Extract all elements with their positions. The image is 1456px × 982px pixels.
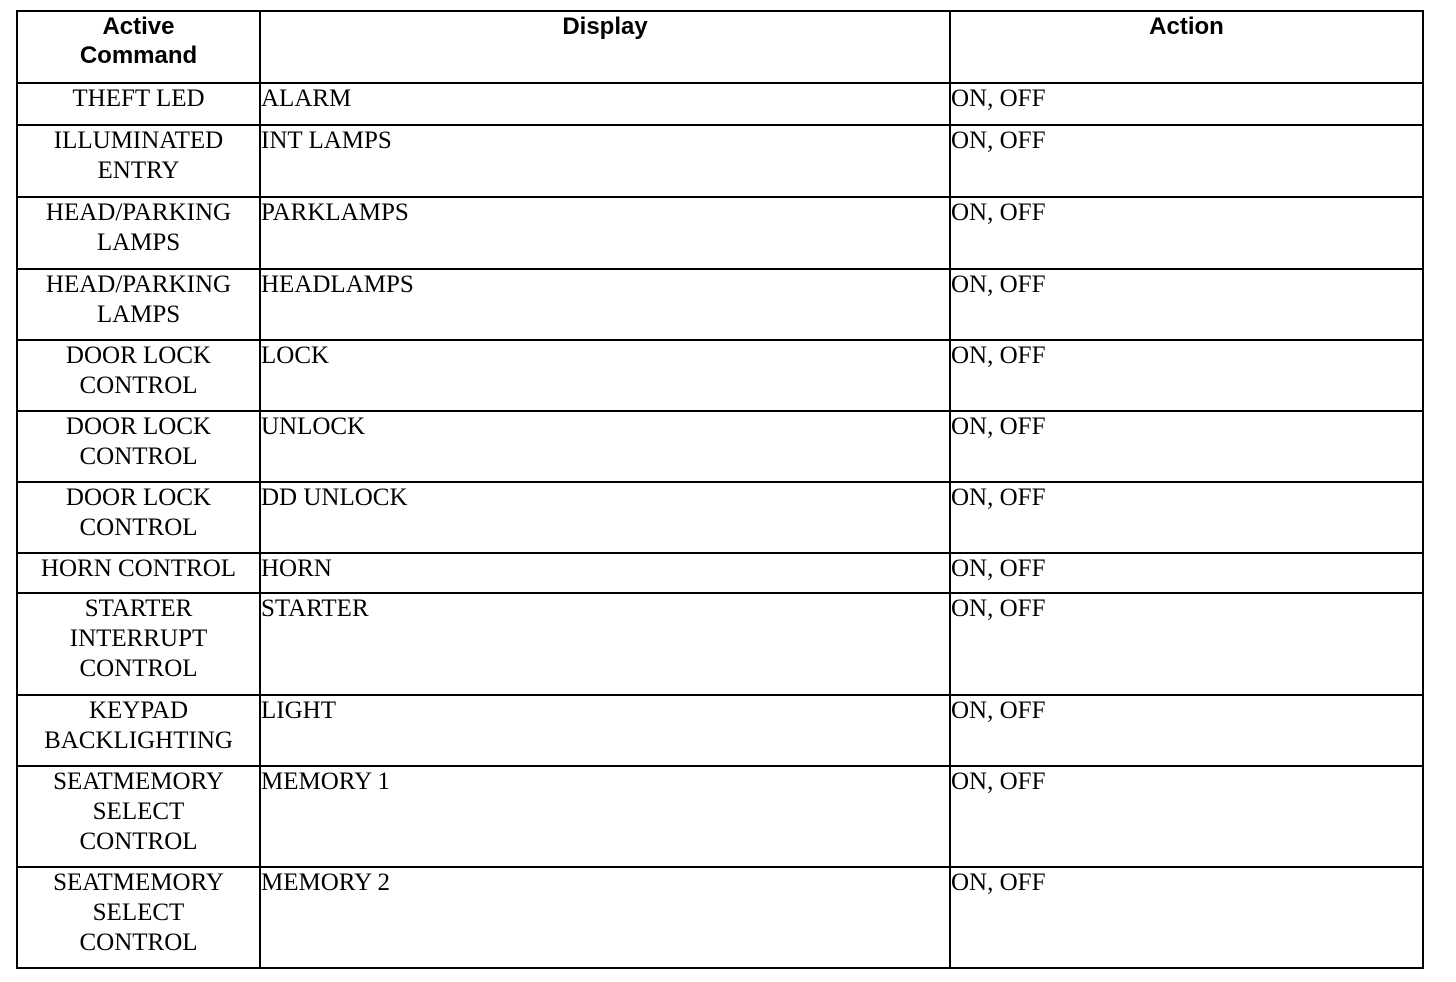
cell-action: ON, OFF — [950, 867, 1423, 968]
table-row — [17, 553, 1423, 593]
cell-display: INT LAMPS — [260, 125, 950, 197]
cell-action: ON, OFF — [950, 83, 1423, 125]
cell-action: ON, OFF — [950, 269, 1423, 340]
cell-action: ON, OFF — [950, 197, 1423, 269]
table-row — [17, 269, 1423, 340]
cell-display: DD UNLOCK — [260, 482, 950, 553]
header-active-command — [17, 11, 260, 83]
header-action: Action — [950, 11, 1423, 83]
cell-display: MEMORY 1 — [260, 766, 950, 867]
cell-display: MEMORY 2 — [260, 867, 950, 968]
cell-display: HORN — [260, 553, 950, 593]
cell-command: DOOR LOCK CONTROL — [17, 482, 260, 553]
table-row — [17, 125, 1423, 197]
cell-action: ON, OFF — [950, 340, 1423, 411]
table-header-row — [17, 11, 1423, 83]
cell-action: ON, OFF — [950, 482, 1423, 553]
cell-display: HEADLAMPS — [260, 269, 950, 340]
cell-command: DOOR LOCK CONTROL — [17, 411, 260, 482]
header-display: Display — [260, 11, 950, 83]
table-row — [17, 867, 1423, 968]
cell-action: ON, OFF — [950, 695, 1423, 766]
cell-command: HEAD/PARKING LAMPS — [17, 197, 260, 269]
cell-display: LOCK — [260, 340, 950, 411]
cell-action: ON, OFF — [950, 125, 1423, 197]
cell-command: HEAD/PARKING LAMPS — [17, 269, 260, 340]
table-row — [17, 766, 1423, 867]
cell-command: SEATMEMORY SELECT CONTROL — [17, 867, 260, 968]
cell-command: ILLUMINATED ENTRY — [17, 125, 260, 197]
cell-display: ALARM — [260, 83, 950, 125]
cell-display: STARTER — [260, 593, 950, 695]
cell-action: ON, OFF — [950, 766, 1423, 867]
cell-command: SEATMEMORY SELECT CONTROL — [17, 766, 260, 867]
cell-display: PARKLAMPS — [260, 197, 950, 269]
cell-action: ON, OFF — [950, 411, 1423, 482]
cell-action: ON, OFF — [950, 553, 1423, 593]
cell-action: ON, OFF — [950, 593, 1423, 695]
table-row — [17, 411, 1423, 482]
cell-display: LIGHT — [260, 695, 950, 766]
cell-display: UNLOCK — [260, 411, 950, 482]
header-active-command-label: Active Command — [79, 13, 198, 69]
cell-command: THEFT LED — [17, 83, 260, 125]
table-row — [17, 340, 1423, 411]
cell-command: DOOR LOCK CONTROL — [17, 340, 260, 411]
cell-command: KEYPAD BACKLIGHTING — [17, 695, 260, 766]
table-row — [17, 482, 1423, 553]
table-row — [17, 197, 1423, 269]
table-row — [17, 695, 1423, 766]
table-row — [17, 593, 1423, 695]
table-row — [17, 83, 1423, 125]
cell-command: HORN CONTROL — [17, 553, 260, 593]
cell-command: STARTER INTERRUPT CONTROL — [17, 593, 260, 695]
active-command-table — [16, 10, 1424, 969]
